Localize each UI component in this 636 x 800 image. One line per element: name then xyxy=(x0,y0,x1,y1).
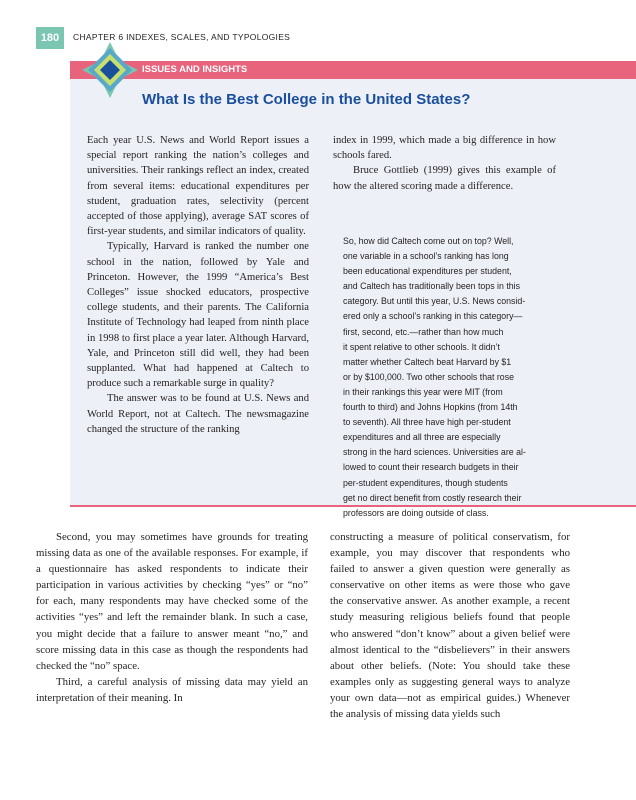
box-paragraph: index in 1999, which made a big difference in how schools fared. xyxy=(333,135,556,162)
body-paragraph: Third, a careful analysis of missing data may yield an interpretation of their meaning. In xyxy=(36,675,308,704)
issues-box-title: What Is the Best College in the United States? xyxy=(142,91,471,108)
block-quote-text: So, how did Caltech come out on top? Well, one variable in a school’s ranking has long been educational expenditures per student, and Caltech has traditionally been tops in this category. But until this year, U.S. News consid- ered only a school’s ranking in this category— first, second, etc.—rather than how much it spent relative to other schools. It didn’t matter whether Caltech beat Harvard by $1 or by $100,000. Two other schools that rose in their rankings this year were MIT (from fourth to third) and Johns Hopkins (from 14th to seventh). All three have high per-student expenditures and all three are especially strong in the hard sciences. Universities are al- lowed to count their research budgets in their per-student expenditures, though students get no direct benefit from costly research their professors are doing outside of class. xyxy=(343,236,526,518)
diamond-logo-icon xyxy=(80,40,140,100)
box-paragraph: The answer was to be found at U.S. News and World Report, not at Caltech. The newsmagazine changed the structure of the ranking xyxy=(87,393,309,435)
box-paragraph: Bruce Gottlieb (1999) gives this example of how the altered scoring made a difference. xyxy=(333,165,556,192)
body-paragraph: Second, you may sometimes have grounds for treating missing data as one of the available responses. For example, if a questionnaire has asked respondents to indicate their participation in various activities by checking “yes” or “no” for each, many respondents may have checked some of the activities “yes” and left the remainder blank. In such a case, you might decide that a failure to answer meant “no,” and score missing data in this case as though the respondents had checked the “no” space. xyxy=(36,531,308,672)
issues-banner-label: ISSUES AND INSIGHTS xyxy=(142,64,248,75)
box-right-column xyxy=(333,133,556,194)
box-paragraph: Typically, Harvard is ranked the number one school in the nation, followed by Yale and Princeton. However, the 1999 “America’s Best Colleges” issue shocked educators, prospective college students, and their parents. The California Institute of Technology had leaped from ninth place in 1998 to first place a year later. Although Harvard, Yale, and Princeton still did well, they had been supplanted. What had happened at Caltech to produce such a remarkable surge in quality? xyxy=(87,241,309,390)
page-number: 180 xyxy=(36,27,64,49)
box-paragraph: Each year U.S. News and World Report issues a special report ranking the nation’s colleges and universities. Their rankings reflect an index, created from several items: educational expenditures per student, graduation rates, selectivity (percent accepted of those applying), average SAT scores of first-year students, and similar indicators of quality. xyxy=(87,135,309,238)
chapter-title: CHAPTER 6 INDEXES, SCALES, AND TYPOLOGIES xyxy=(73,32,291,42)
box-block-quote xyxy=(343,234,555,521)
box-left-column xyxy=(87,133,309,437)
body-paragraph: constructing a measure of political conservatism, for example, you may discover that respondents who failed to answer a given question were generally as conservative on other items as were those who gave the conservative answer. As another example, a recent study measuring religious beliefs found that people who answered “don’t know” about a given belief were almost identical to the “disbelievers” in their answers about other beliefs. (Note: You should take these examples only as suggesting general ways to analyze your own data—not as empirical guides.) Whenever the analysis of missing data yields such xyxy=(330,531,570,721)
body-right-column xyxy=(330,529,570,722)
body-left-column xyxy=(36,529,308,706)
